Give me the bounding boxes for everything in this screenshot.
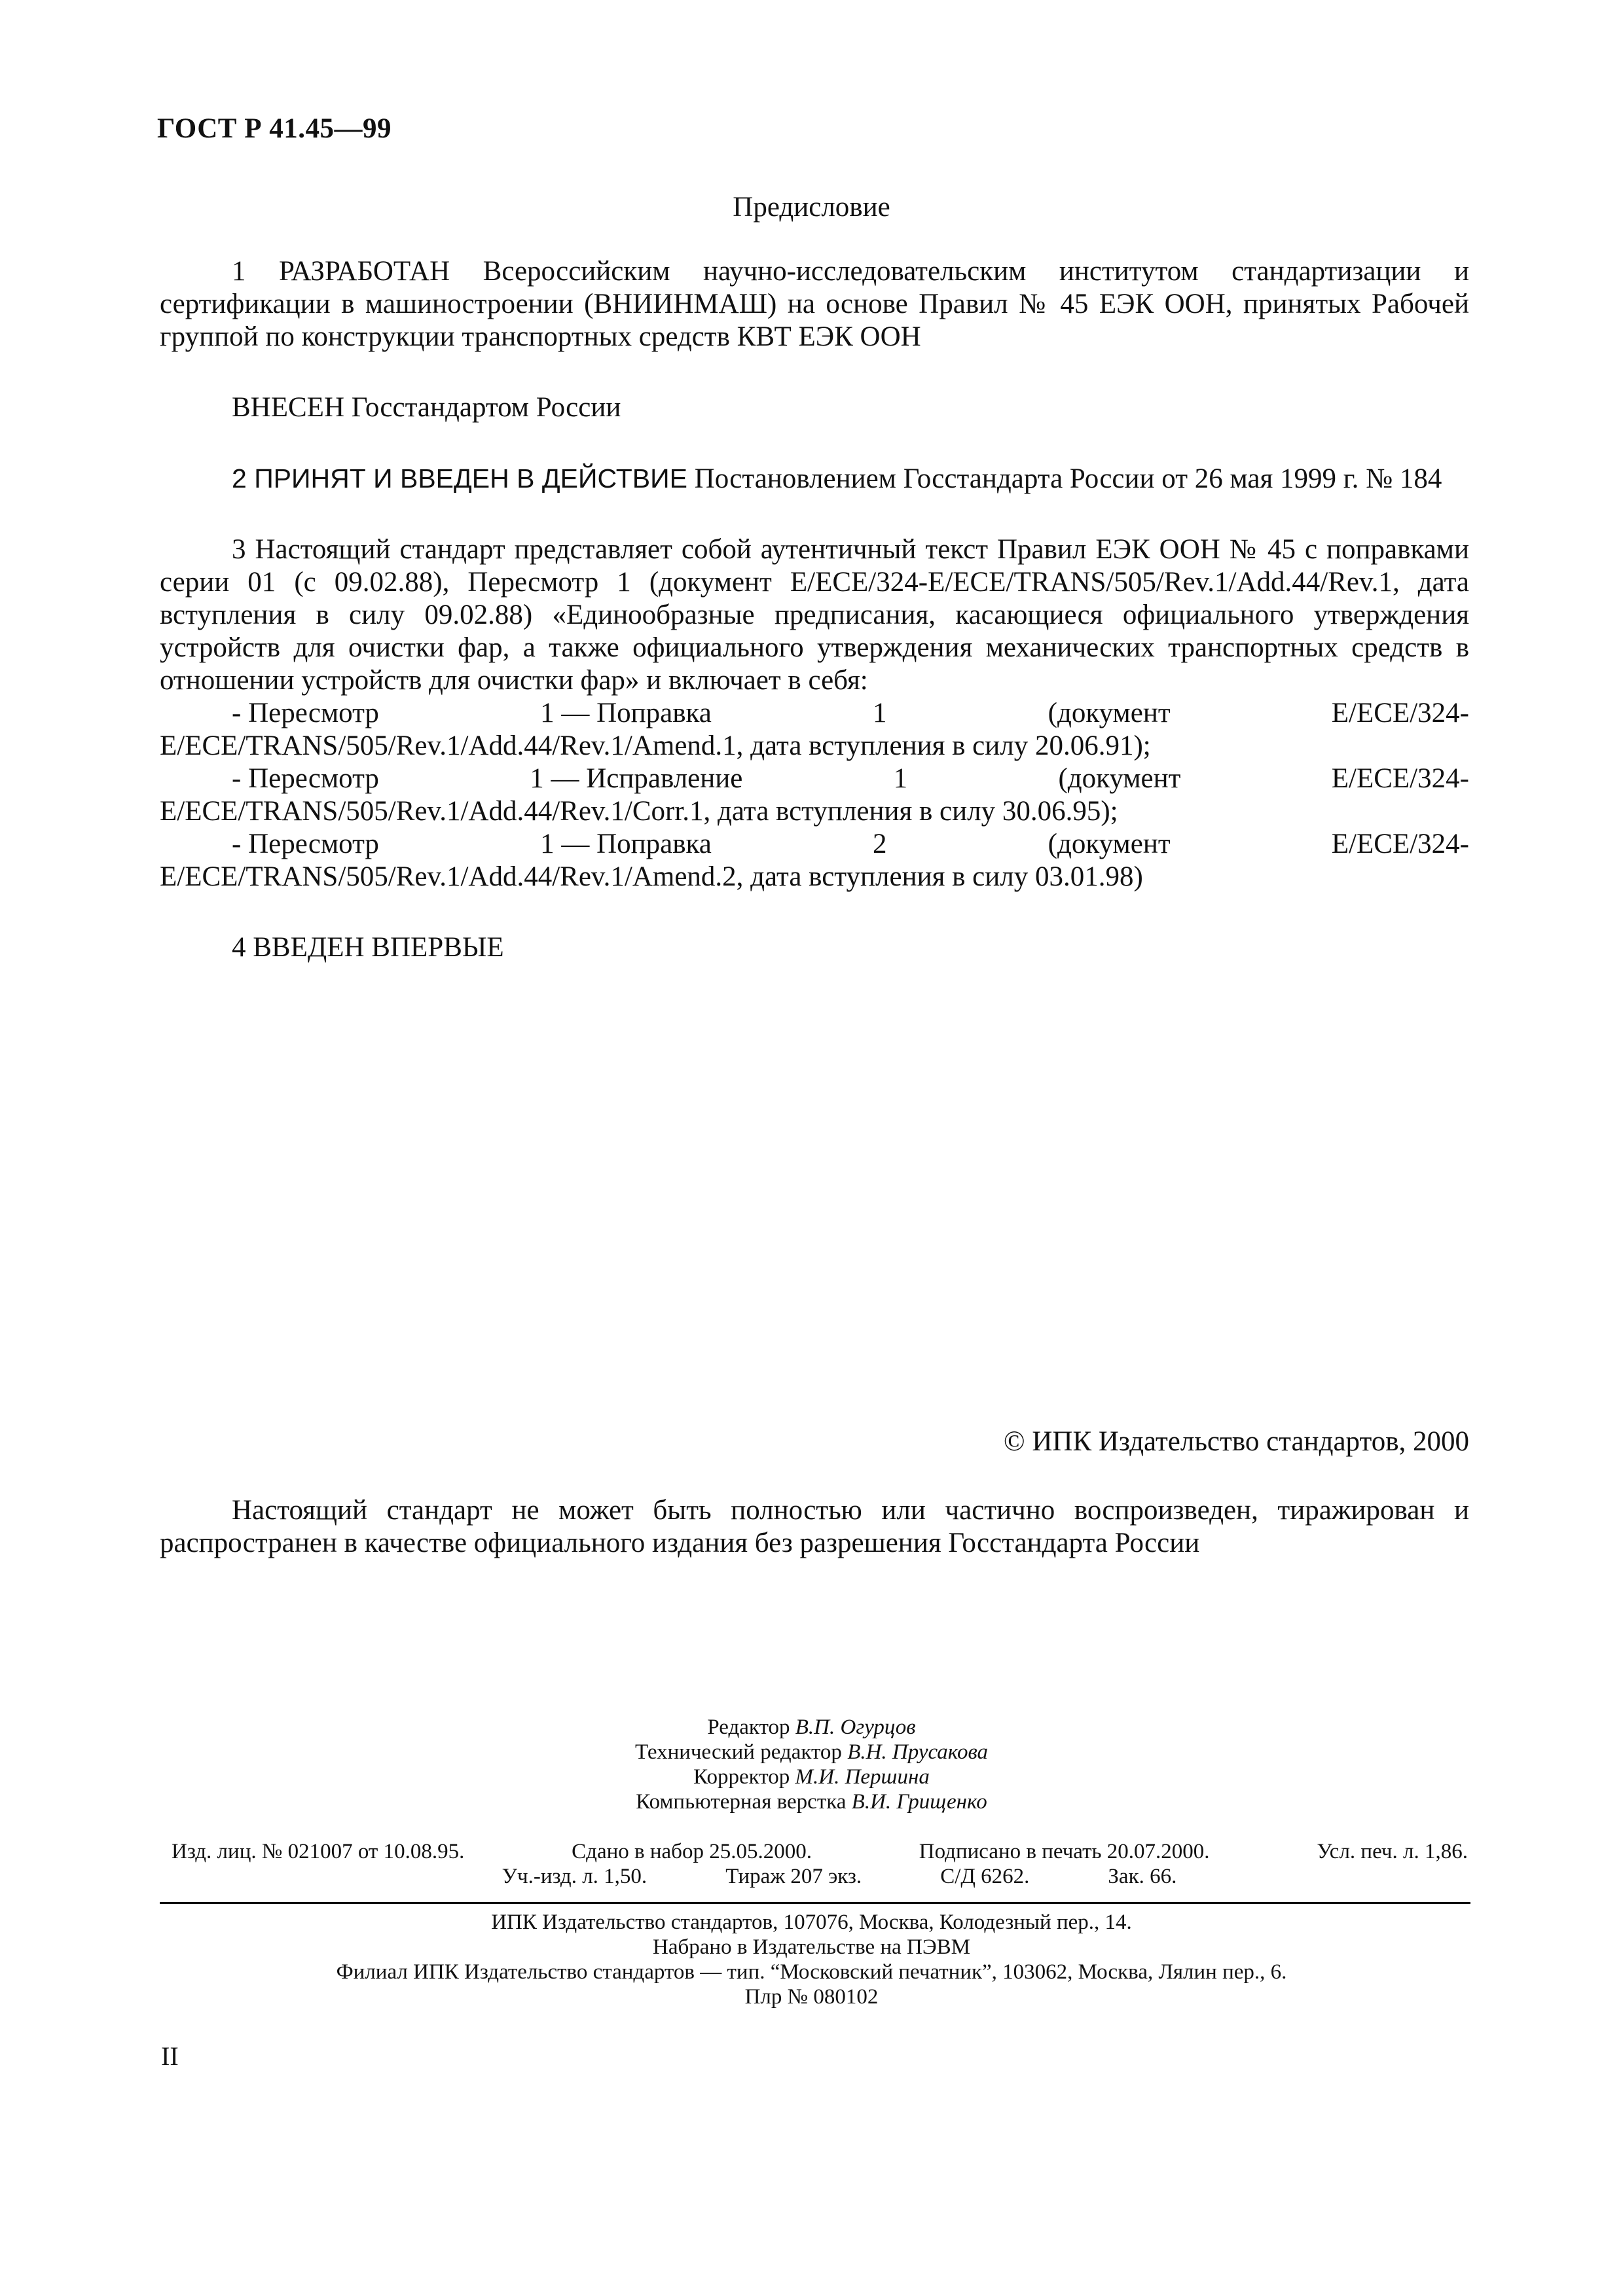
publisher-line: Филиал ИПК Издательство стандартов — тип. “Московский печатник”, 103062, Москва, Лялин пер., 6. [336,1960,1287,1984]
print-run: Тираж 207 экз. [725,1865,862,1888]
paragraph-1: 1 РАЗРАБОТАН Всероссийским научно-исследовательским институтом стандартизации и сертификации в машиностроении (ВНИИНМАШ) на основе Правил № 45 ЕЭК ООН, принятых Рабочей группой по конструкции транспортных средств КВТ ЕЭК ООН [160,256,1469,352]
publisher-line: Набрано в Издательстве на ПЭВМ [653,1935,970,1959]
credits [0,1715,1623,1814]
credit-person: В.Н. Прусакова [847,1740,989,1764]
amendment-type: 1 — Поправка [540,698,712,728]
amendment-doc-label: (документ [1058,763,1181,794]
amendments-list [160,697,1469,893]
credit-person: В.И. Грищенко [851,1790,987,1814]
amendment-item [160,828,1469,893]
paragraph-2-text: Постановлением Госстандарта России от 26 мая 1999 г. № 184 [687,463,1442,494]
paragraph-introduced: ВНЕСЕН Госстандартом России [232,392,621,423]
publisher-sheets: Уч.-изд. л. 1,50. [501,1865,647,1888]
amendment-item [160,762,1469,828]
publisher-line: ИПК Издательство стандартов, 107076, Москва, Колодезный пер., 14. [491,1910,1132,1934]
amendment-doc-label: (документ [1048,698,1171,728]
credit-label: Компьютерная верстка [636,1790,847,1814]
amendment-number: 1 [893,763,908,794]
amendment-doc-ref: E/ECE/TRANS/505/Rev.1/Add.44/Rev.1/Corr.1, дата вступления в силу 30.06.95); [160,796,1118,827]
credit-label: Редактор [707,1715,790,1739]
signed-to-print: Подписано в печать 20.07.2000. [919,1840,1210,1863]
section-title: Предисловие [733,192,890,223]
publisher-info [0,1910,1623,2009]
amendment-doc-ref: E/ECE/TRANS/505/Rev.1/Add.44/Rev.1/Amend.1, дата вступления в силу 20.06.91); [160,730,1151,761]
credit-label: Технический редактор [634,1740,842,1764]
amendment-doc-prefix: E/ECE/324- [1331,763,1469,794]
amendment-doc-prefix: E/ECE/324- [1331,698,1469,728]
amendment-type: 1 — Исправление [530,763,743,794]
amendment-type: 1 — Поправка [540,829,712,859]
main-text [160,255,1469,1002]
imprint [172,1839,1468,1889]
credit-tech-editor [0,1740,1623,1765]
copyright: © ИПК Издательство стандартов, 2000 [1003,1426,1469,1457]
credit-corrector [0,1765,1623,1789]
print-sheets: Усл. печ. л. 1,86. [1317,1840,1468,1863]
amendment-doc-label: (документ [1048,829,1171,859]
credit-person: В.П. Огурцов [795,1715,916,1739]
paragraph-4: 4 ВВЕДЕН ВПЕРВЫЕ [232,932,504,963]
order-number: Зак. 66. [1108,1865,1177,1888]
amendment-item [160,697,1469,762]
reproduction-notice: Настоящий стандарт не может быть полностью или частично воспроизведен, тиражирован и распространен в качестве официального издания без разрешения Госстандарта России [160,1495,1469,1558]
license: Изд. лиц. № 021007 от 10.08.95. [172,1840,465,1863]
paragraph-2 [160,462,1469,495]
amendment-revision: - Пересмотр [232,763,379,794]
credit-layout [0,1789,1623,1814]
paragraph-3: 3 Настоящий стандарт представляет собой аутентичный текст Правил ЕЭК ООН № 45 с поправками серии 01 (с 09.02.88), Пересмотр 1 (документ E/ECE/324-E/ECE/TRANS/505/Rev.1/Add.44/Rev.1, дата вступления в силу 09.02.88) «Единообразные предписания, касающиеся официального утверждения устройств для очистки фар, а также официального утверждения механических транспортных средств в отношении устройств для очистки фар» и включает в себя: [160,534,1469,696]
page-number: II [161,2041,179,2071]
amendment-doc-prefix: E/ECE/324- [1331,829,1469,859]
publisher-line: Плр № 080102 [744,1985,879,2009]
credit-editor [0,1715,1623,1740]
amendment-revision: - Пересмотр [232,829,379,859]
credit-person: М.И. Першина [795,1765,930,1789]
amendment-number: 2 [872,829,887,859]
amendment-doc-ref: E/ECE/TRANS/505/Rev.1/Add.44/Rev.1/Amend.2, дата вступления в силу 03.01.98) [160,861,1143,892]
credit-label: Корректор [693,1765,790,1789]
divider [160,1902,1470,1904]
paragraph-2-heading: 2 ПРИНЯТ И ВВЕДЕН В ДЕЙСТВИЕ [232,463,687,493]
amendment-revision: - Пересмотр [232,698,379,728]
sd-number: С/Д 6262. [940,1865,1030,1888]
document-header: ГОСТ Р 41.45—99 [157,113,392,144]
sent-to-set: Сдано в набор 25.05.2000. [572,1840,812,1863]
amendment-number: 1 [872,698,887,728]
